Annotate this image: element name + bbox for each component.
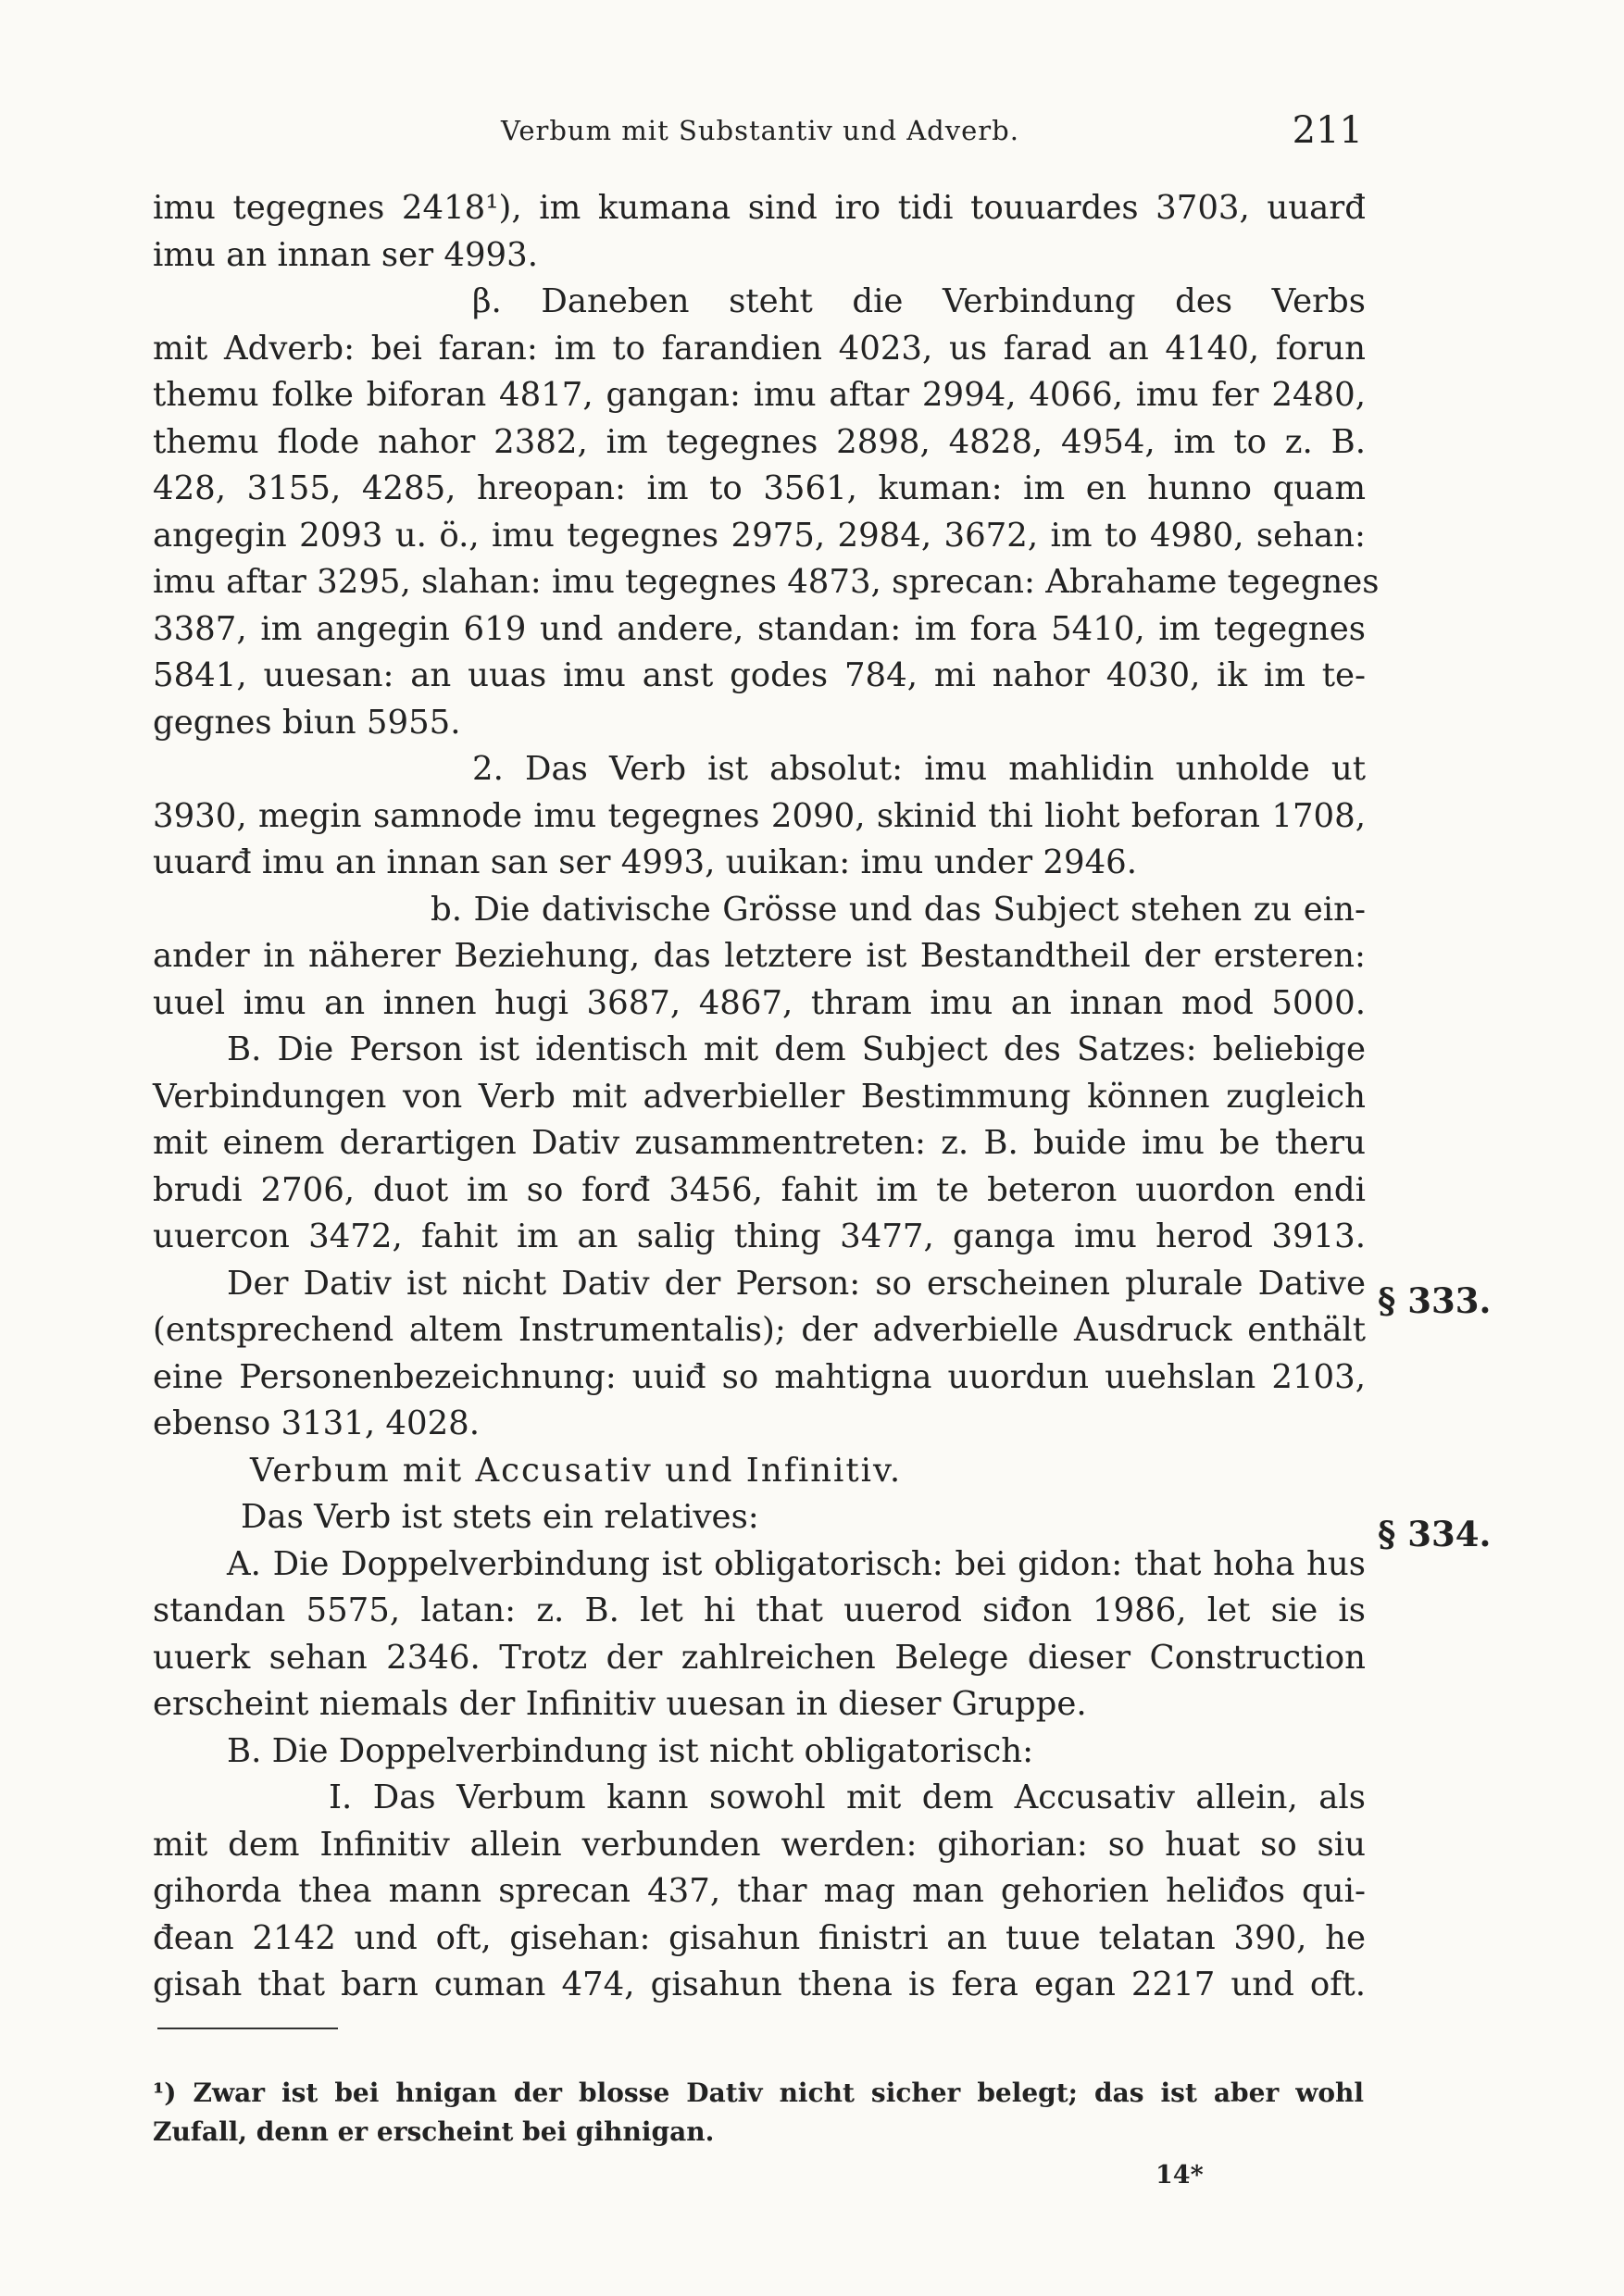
text-line: erscheint niemals der Infinitiv uuesan in dieser Gruppe. xyxy=(153,1685,1087,1723)
text-line: mit einem derartigen Dativ zusammentreten: z. B. buide imu be theru xyxy=(153,1124,1366,1162)
text-line: A. Die Doppelverbindung ist obligatorisch: bei gidon: that hoha hus xyxy=(227,1544,1366,1583)
text-line: brudi 2706, duot im so forđ 3456, fahit im te beteron uuordon endi xyxy=(153,1170,1366,1209)
text-line: 3930, megin samnode imu tegegnes 2090, skinid thi lioht beforan 1708, xyxy=(153,796,1366,835)
text-line: gisah that barn cuman 474, gisahun thena is fera egan 2217 und oft. xyxy=(153,1965,1366,2003)
section-heading: Verbum mit Accusativ und Infinitiv. xyxy=(250,1451,903,1490)
text-line: đean 2142 und oft, gisehan: gisahun finistri an tuue telatan 390, he xyxy=(153,1918,1366,1957)
text-line: themu flode nahor 2382, im tegegnes 2898, 4828, 4954, im to z. B. xyxy=(153,422,1366,461)
text-line: 428, 3155, 4285, hreopan: im to 3561, kuman: im en hunno quam xyxy=(153,469,1366,507)
text-line: b. Die dativische Grösse und das Subject stehen zu ein- xyxy=(431,890,1366,929)
text-line: uuel imu an innen hugi 3687, 4867, thram imu an innan mod 5000. xyxy=(153,983,1366,1022)
text-line: Der Dativ ist nicht Dativ der Person: so erscheinen plurale Dative xyxy=(227,1264,1366,1303)
text-line: uuarđ imu an innan san ser 4993, uuikan: imu under 2946. xyxy=(153,843,1138,881)
text-line: β. Daneben steht die Verbindung des Verbs xyxy=(472,282,1366,320)
footnote-line-1: ¹) Zwar ist bei hnigan der blosse Dativ nicht sicher belegt; das ist aber wohl xyxy=(153,2078,1364,2108)
body-text xyxy=(153,185,1380,2009)
text-line: ebenso 3131, 4028. xyxy=(153,1404,481,1442)
text-line: B. Die Doppelverbindung ist nicht obligatorisch: xyxy=(227,1731,1034,1770)
text-line: 2. Das Verb ist absolut: imu mahlidin unholde ut xyxy=(472,750,1366,788)
text-line: imu an innan ser 4993. xyxy=(153,235,538,274)
footnote-line-2: Zufall, denn er erscheint bei gihnigan. xyxy=(153,2116,715,2147)
page-header xyxy=(157,109,1363,156)
text-line: I. Das Verbum kann sowohl mit dem Accusativ allein, als xyxy=(329,1778,1366,1816)
text-line: imu tegegnes 2418¹), im kumana sind iro tidi touuardes 3703, uuarđ xyxy=(153,189,1366,227)
text-line: mit dem Infinitiv allein verbunden werden: gihorian: so huat so siu xyxy=(153,1825,1366,1864)
text-line: imu aftar 3295, slahan: imu tegegnes 4873, sprecan: Abrahame tegegnes xyxy=(153,563,1380,601)
page-number: 211 xyxy=(1292,109,1363,152)
text-line: angegin 2093 u. ö., imu tegegnes 2975, 2984, 3672, im to 4980, sehan: xyxy=(153,516,1366,555)
text-line: Das Verb ist stets ein relatives: xyxy=(241,1498,759,1536)
text-line: 3387, im angegin 619 und andere, standan: im fora 5410, im tegegnes xyxy=(153,609,1366,648)
text-line: (entsprechend altem Instrumentalis); der adverbielle Ausdruck enthält xyxy=(153,1311,1366,1349)
text-line: standan 5575, latan: z. B. let hi that uuerod siđon 1986, let sie is xyxy=(153,1591,1366,1629)
footnote xyxy=(153,2074,1364,2152)
text-line: themu folke biforan 4817, gangan: imu aftar 2994, 4066, imu fer 2480, xyxy=(153,376,1366,414)
printer-signature: 14* xyxy=(1156,2161,1204,2190)
section-marker-334: § 334. xyxy=(1378,1514,1492,1554)
text-line: 5841, uuesan: an uuas imu anst godes 784, mi nahor 4030, ik im te- xyxy=(153,656,1366,694)
section-marker-333: § 333. xyxy=(1378,1280,1492,1321)
text-line: gegnes biun 5955. xyxy=(153,703,461,742)
text-line: eine Personenbezeichnung: uuiđ so mahtigna uuordun uuehslan 2103, xyxy=(153,1357,1366,1396)
text-line: uuerk sehan 2346. Trotz der zahlreichen Belege dieser Construction xyxy=(153,1638,1366,1677)
text-line: Verbindungen von Verb mit adverbieller Bestimmung können zugleich xyxy=(153,1077,1366,1116)
text-line: uuercon 3472, fahit im an salig thing 3477, ganga imu herod 3913. xyxy=(153,1217,1366,1255)
text-line: ander in näherer Beziehung, das letztere ist Bestandtheil der ersteren: xyxy=(153,937,1366,975)
text-line: gihorda thea mann sprecan 437, thar mag man gehorien heliđos qui- xyxy=(153,1872,1366,1910)
footnote-divider xyxy=(157,2028,338,2029)
text-line: B. Die Person ist identisch mit dem Subject des Satzes: beliebige xyxy=(227,1030,1366,1068)
text-line: mit Adverb: bei faran: im to farandien 4023, us farad an 4140, forun xyxy=(153,329,1366,368)
running-head: Verbum mit Substantiv und Adverb. xyxy=(501,115,1019,146)
